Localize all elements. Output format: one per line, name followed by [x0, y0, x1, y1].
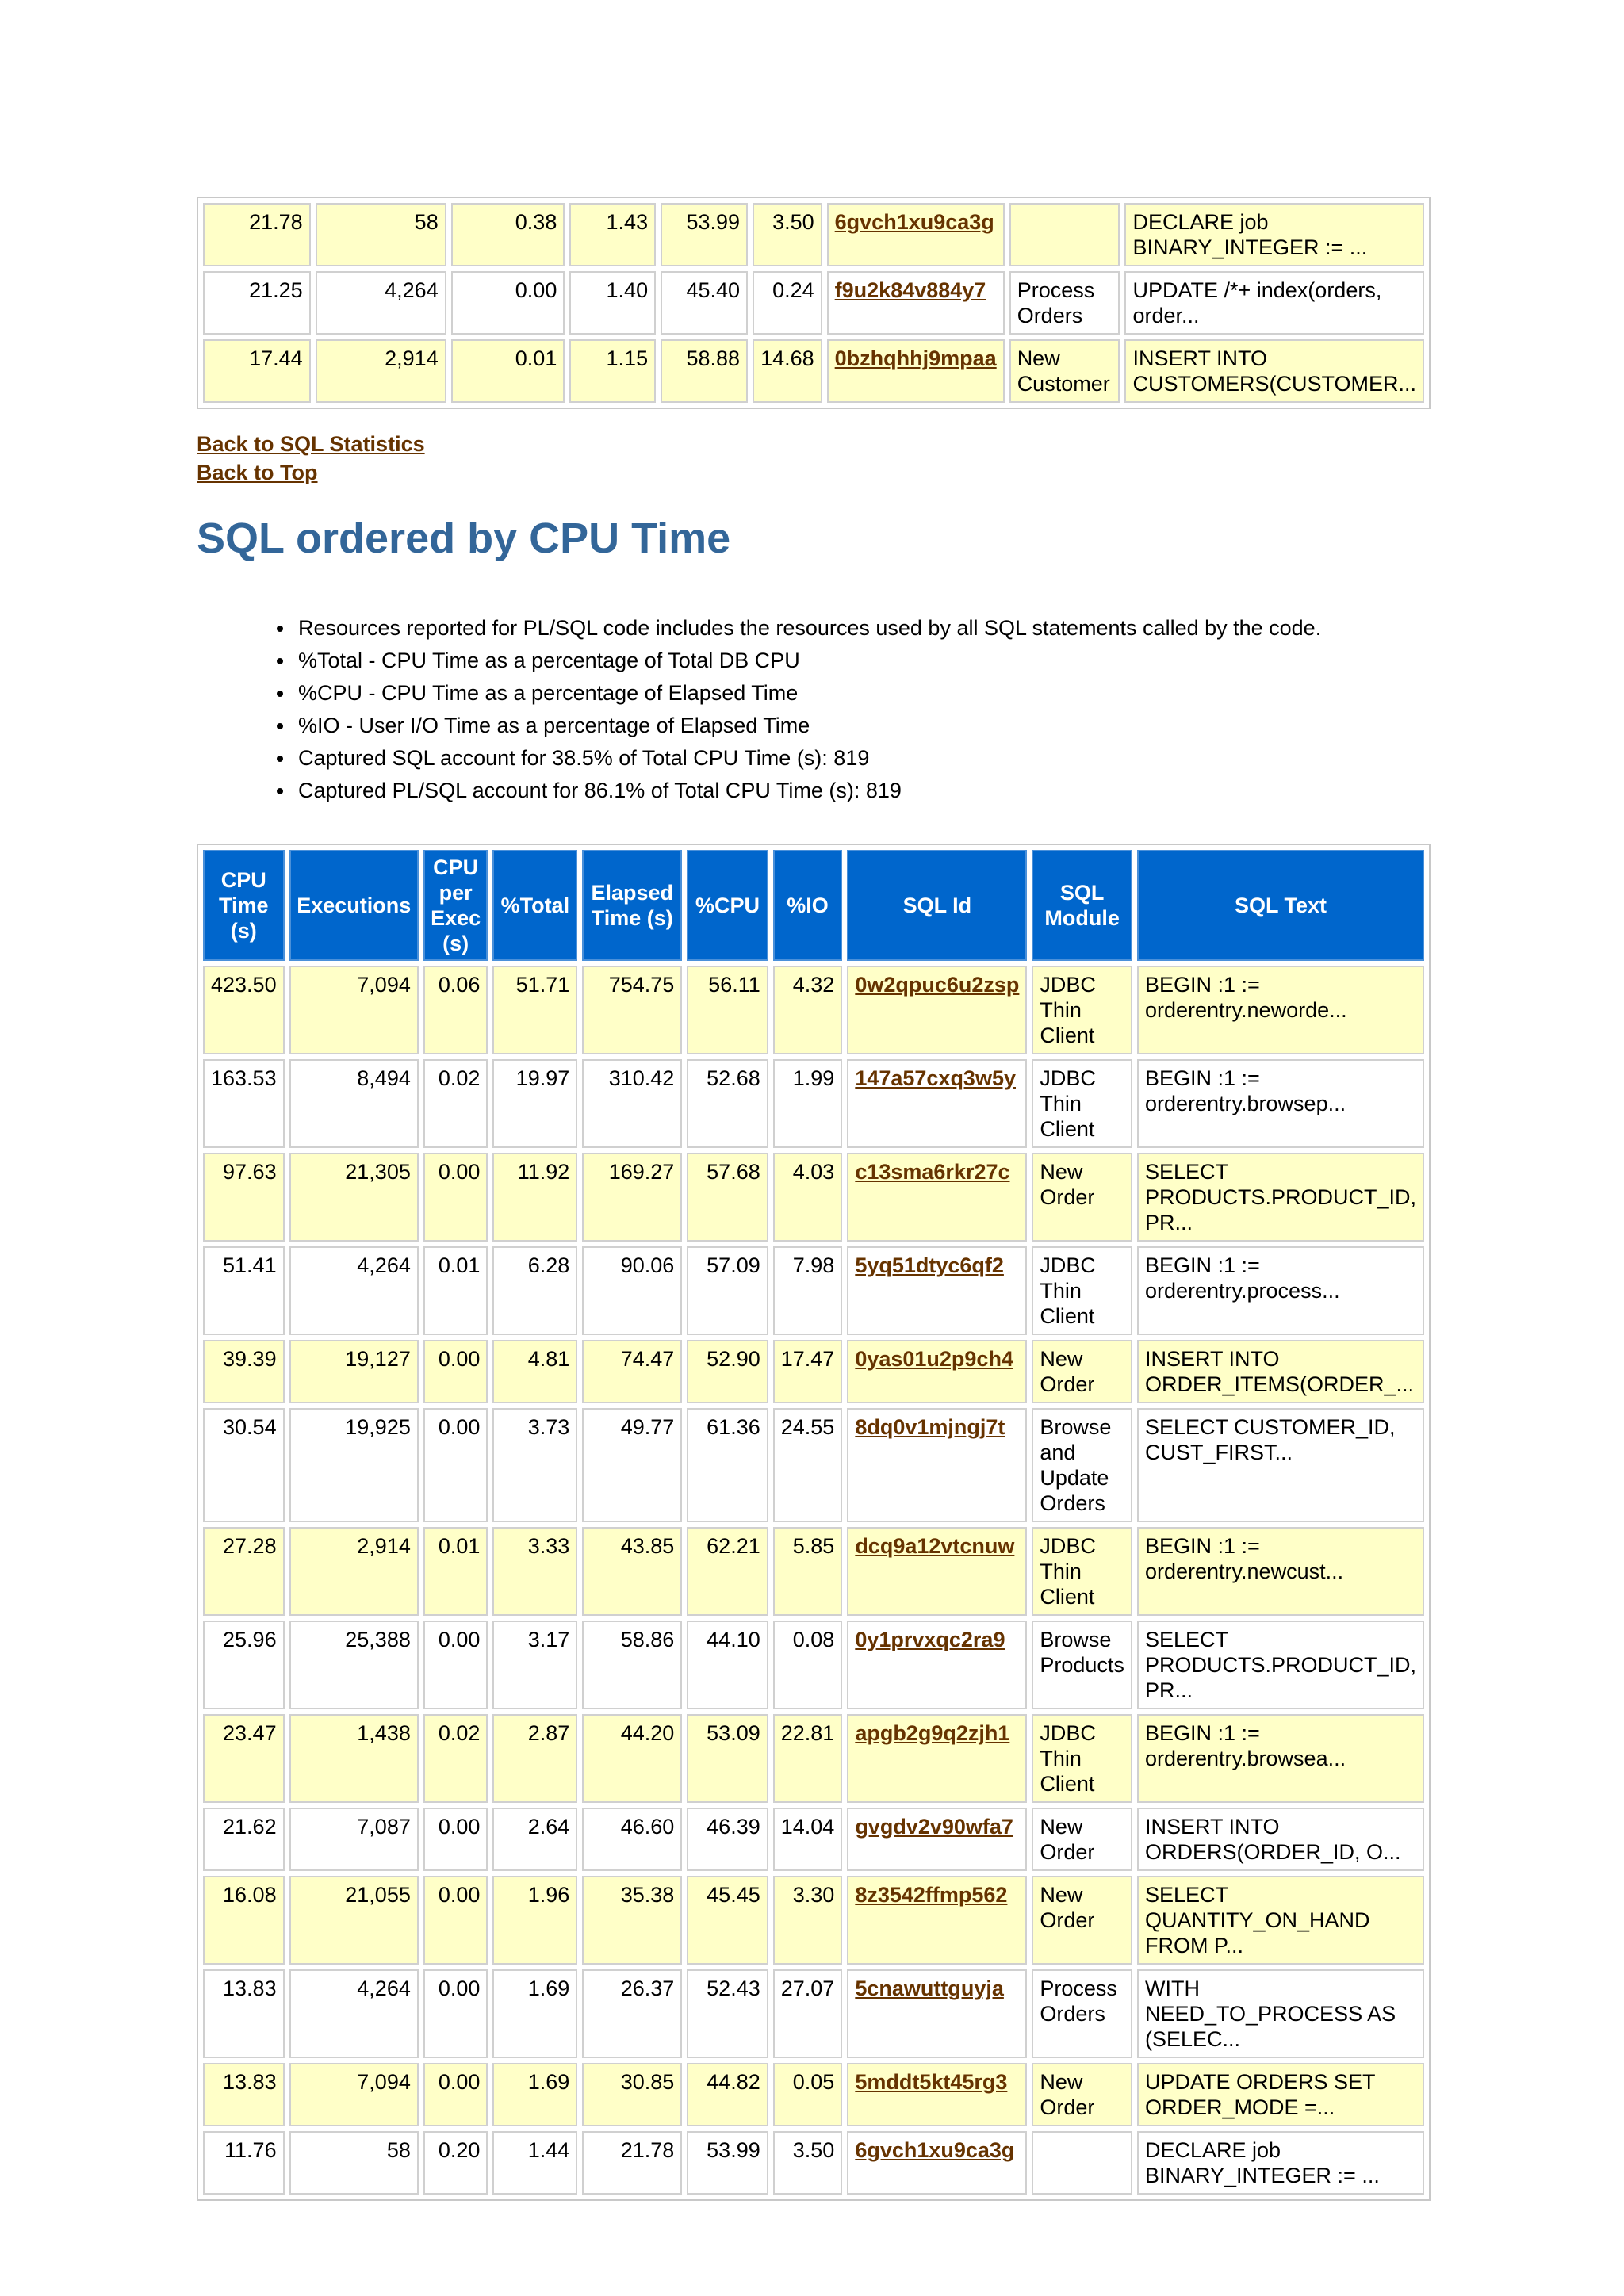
cell-sql-id [847, 1527, 1027, 1616]
cell-sql-module: Process Orders [1009, 271, 1120, 335]
cell-cpu-time: 423.50 [203, 966, 285, 1054]
cell-sql-module [1032, 2131, 1132, 2195]
cell-executions: 25,388 [289, 1621, 419, 1709]
cell-sql-module: JDBC Thin Client [1032, 1714, 1132, 1803]
cell-elapsed-per-exec: 0.00 [451, 271, 565, 335]
cell-pct-cpu: 45.40 [661, 271, 748, 335]
cell-executions: 58 [316, 203, 446, 266]
table-row [203, 1059, 1424, 1148]
cell-sql-module: Process Orders [1032, 1969, 1132, 2058]
cell-cpu-per-exec: 0.00 [423, 1876, 488, 1965]
cell-elapsed-time: 49.77 [582, 1408, 682, 1522]
cell-executions: 19,127 [289, 1340, 419, 1403]
cell-sql-id [827, 271, 1005, 335]
cell-total: 3.33 [492, 1527, 577, 1616]
cell-pct-cpu: 44.10 [687, 1621, 768, 1709]
cell-total: 1.96 [492, 1876, 577, 1965]
sql-id-link[interactable]: 5mddt5kt45rg3 [855, 2070, 1008, 2094]
cell-sql-id [847, 1969, 1027, 2058]
cell-pct-cpu: 57.68 [687, 1153, 768, 1242]
cell-sql-text: BEGIN :1 := orderentry.process... [1137, 1246, 1424, 1335]
cell-elapsed-time: 30.85 [582, 2063, 682, 2126]
table-row [203, 339, 1424, 403]
cell-elapsed-time: 21.25 [203, 271, 311, 335]
cell-pct-io: 0.08 [773, 1621, 843, 1709]
sql-id-link[interactable]: 6gvch1xu9ca3g [855, 2138, 1015, 2162]
cell-executions: 2,914 [316, 339, 446, 403]
table-header-row [203, 850, 1424, 961]
cell-cpu-time: 25.96 [203, 1621, 285, 1709]
sql-id-link[interactable]: 0w2qpuc6u2zsp [855, 973, 1020, 997]
cell-sql-text: BEGIN :1 := orderentry.newcust... [1137, 1527, 1424, 1616]
cell-cpu-time: 16.08 [203, 1876, 285, 1965]
sql-id-link[interactable]: 0bzhqhhj9mpaa [834, 346, 997, 370]
cell-pct-io: 0.05 [773, 2063, 843, 2126]
sql-id-link[interactable]: 0y1prvxqc2ra9 [855, 1628, 1005, 1651]
cell-sql-text: DECLARE job BINARY_INTEGER := ... [1137, 2131, 1424, 2195]
cell-cpu-per-exec: 0.00 [423, 1969, 488, 2058]
cell-executions: 1,438 [289, 1714, 419, 1803]
cell-executions: 4,264 [316, 271, 446, 335]
cell-sql-module [1009, 203, 1120, 266]
cell-total: 1.69 [492, 2063, 577, 2126]
cell-sql-id [847, 1621, 1027, 1709]
cell-sql-id [847, 1246, 1027, 1335]
sql-id-link[interactable]: dcq9a12vtcnuw [855, 1534, 1015, 1558]
cell-cpu-per-exec: 0.00 [423, 1153, 488, 1242]
cell-sql-module: Browse and Update Orders [1032, 1408, 1132, 1522]
cell-elapsed-time: 17.44 [203, 339, 311, 403]
cell-elapsed-time: 754.75 [582, 966, 682, 1054]
cell-pct-io: 3.50 [753, 203, 822, 266]
cell-total: 11.92 [492, 1153, 577, 1242]
cell-cpu-per-exec: 0.00 [423, 1808, 488, 1871]
cell-elapsed-time: 90.06 [582, 1246, 682, 1335]
table-row [203, 203, 1424, 266]
table-row [203, 271, 1424, 335]
table-row [203, 1621, 1424, 1709]
cell-pct-cpu: 61.36 [687, 1408, 768, 1522]
table-row [203, 966, 1424, 1054]
cell-executions: 4,264 [289, 1969, 419, 2058]
cell-cpu-per-exec: 0.02 [423, 1059, 488, 1148]
cell-total: 1.44 [492, 2131, 577, 2195]
cell-pct-io: 4.32 [773, 966, 843, 1054]
back-to-top-link[interactable]: Back to Top [197, 461, 318, 484]
cell-sql-module: JDBC Thin Client [1032, 1059, 1132, 1148]
cell-sql-id [847, 1714, 1027, 1803]
cell-total: 19.97 [492, 1059, 577, 1148]
cell-elapsed-time: 43.85 [582, 1527, 682, 1616]
cell-cpu-time: 27.28 [203, 1527, 285, 1616]
cell-pct-io: 22.81 [773, 1714, 843, 1803]
cell-sql-module: New Order [1032, 1876, 1132, 1965]
cell-sql-module: New Order [1032, 1153, 1132, 1242]
cell-cpu-time: 163.53 [203, 1059, 285, 1148]
sql-id-link[interactable]: 5cnawuttguyja [855, 1976, 1004, 2000]
cell-total: 6.28 [492, 1246, 577, 1335]
table-row [203, 1714, 1424, 1803]
cell-pct-cpu: 52.43 [687, 1969, 768, 2058]
table-row [203, 2063, 1424, 2126]
cell-cpu-time: 23.47 [203, 1714, 285, 1803]
cell-pct-cpu: 44.82 [687, 2063, 768, 2126]
cell-cpu-time: 13.83 [203, 1969, 285, 2058]
cell-elapsed-time: 310.42 [582, 1059, 682, 1148]
cell-pct-io: 4.03 [773, 1153, 843, 1242]
cell-executions: 21,055 [289, 1876, 419, 1965]
table-row [203, 1969, 1424, 2058]
cell-pct-io: 5.85 [773, 1527, 843, 1616]
cell-sql-id [847, 1408, 1027, 1522]
cell-pct-io: 7.98 [773, 1246, 843, 1335]
note-item: • Captured SQL account for 38.5% of Total CPU Time (s): 819 [295, 742, 1321, 775]
cell-pct-cpu: 53.09 [687, 1714, 768, 1803]
section-notes [238, 612, 1321, 807]
cell-pct-io: 0.24 [753, 271, 822, 335]
cell-cpu-per-exec: 0.02 [423, 1714, 488, 1803]
cell-sql-text: BEGIN :1 := orderentry.browsep... [1137, 1059, 1424, 1148]
cell-sql-text: BEGIN :1 := orderentry.neworde... [1137, 966, 1424, 1054]
sql-id-link[interactable]: 6gvch1xu9ca3g [834, 210, 994, 234]
sql-id-link[interactable]: 0yas01u2p9ch4 [855, 1347, 1013, 1371]
cell-sql-id [847, 2063, 1027, 2126]
sql-id-link[interactable]: 5yq51dtyc6qf2 [855, 1253, 1004, 1277]
cell-sql-id [827, 339, 1005, 403]
cell-sql-text: SELECT CUSTOMER_ID, CUST_FIRST... [1137, 1408, 1424, 1522]
cell-total: 2.87 [492, 1714, 577, 1803]
note-item: • Captured PL/SQL account for 86.1% of Total CPU Time (s): 819 [295, 775, 1321, 807]
cell-sql-module: New Customer [1009, 339, 1120, 403]
cell-sql-text: UPDATE /*+ index(orders, order... [1124, 271, 1424, 335]
cell-pct-io: 3.30 [773, 1876, 843, 1965]
cell-pct-cpu: 45.45 [687, 1876, 768, 1965]
cell-cpu-time: 11.76 [203, 2131, 285, 2195]
cell-executions: 7,094 [289, 966, 419, 1054]
table-row [203, 1246, 1424, 1335]
cell-cpu-per-exec: 0.06 [423, 966, 488, 1054]
cell-sql-text: UPDATE ORDERS SET ORDER_MODE =... [1137, 2063, 1424, 2126]
cell-pct-cpu: 53.99 [661, 203, 748, 266]
cell-sql-module: Browse Products [1032, 1621, 1132, 1709]
cell-pct-io: 1.99 [773, 1059, 843, 1148]
cell-total: 51.71 [492, 966, 577, 1054]
cell-pct-cpu: 62.21 [687, 1527, 768, 1616]
cell-executions: 19,925 [289, 1408, 419, 1522]
cell-pct-cpu: 58.88 [661, 339, 748, 403]
note-item: • %IO - User I/O Time as a percentage of Elapsed Time [295, 710, 1321, 742]
sql-id-link[interactable]: gvgdv2v90wfa7 [855, 1815, 1013, 1839]
sql-by-cpu-time-table [197, 844, 1431, 2201]
table-row [203, 1876, 1424, 1965]
table-row [203, 1340, 1424, 1403]
cell-elapsed-time: 35.38 [582, 1876, 682, 1965]
cell-cpu-time: 97.63 [203, 1153, 285, 1242]
cell-executions: 2,914 [289, 1527, 419, 1616]
cell-executions: 8,494 [289, 1059, 419, 1148]
cell-sql-id [847, 1340, 1027, 1403]
cell-sql-module: New Order [1032, 1808, 1132, 1871]
sql-id-link[interactable]: c13sma6rkr27c [855, 1160, 1010, 1184]
section-title: SQL ordered by CPU Time [197, 515, 731, 562]
cell-cpu-time: 21.62 [203, 1808, 285, 1871]
cell-elapsed-per-exec: 0.01 [451, 339, 565, 403]
cell-elapsed-per-exec: 0.38 [451, 203, 565, 266]
note-item: • %CPU - CPU Time as a percentage of Elapsed Time [295, 677, 1321, 710]
cell-total: 1.40 [569, 271, 656, 335]
cell-elapsed-time: 46.60 [582, 1808, 682, 1871]
cell-cpu-time: 51.41 [203, 1246, 285, 1335]
cell-elapsed-time: 58.86 [582, 1621, 682, 1709]
cell-sql-id [827, 203, 1005, 266]
cell-cpu-per-exec: 0.00 [423, 1408, 488, 1522]
cell-elapsed-time: 74.47 [582, 1340, 682, 1403]
col-header-sql-module: SQL Module [1032, 850, 1132, 961]
cell-pct-io: 27.07 [773, 1969, 843, 2058]
cell-cpu-per-exec: 0.20 [423, 2131, 488, 2195]
cell-cpu-per-exec: 0.00 [423, 2063, 488, 2126]
cell-sql-module: New Order [1032, 1340, 1132, 1403]
cell-cpu-time: 13.83 [203, 2063, 285, 2126]
table-row [203, 1153, 1424, 1242]
sql-id-link[interactable]: f9u2k84v884y7 [834, 278, 986, 302]
cell-sql-text: WITH NEED_TO_PROCESS AS (SELEC... [1137, 1969, 1424, 2058]
cell-pct-cpu: 46.39 [687, 1808, 768, 1871]
cell-sql-text: SELECT PRODUCTS.PRODUCT_ID, PR... [1137, 1153, 1424, 1242]
table-row [203, 1527, 1424, 1616]
cell-pct-cpu: 57.09 [687, 1246, 768, 1335]
cell-executions: 58 [289, 2131, 419, 2195]
cell-pct-io: 17.47 [773, 1340, 843, 1403]
cell-sql-id [847, 966, 1027, 1054]
cell-pct-io: 3.50 [773, 2131, 843, 2195]
cell-pct-cpu: 52.68 [687, 1059, 768, 1148]
cell-sql-id [847, 2131, 1027, 2195]
col-header-sql-text: SQL Text [1137, 850, 1424, 961]
cell-elapsed-time: 169.27 [582, 1153, 682, 1242]
back-to-sql-statistics-link[interactable]: Back to SQL Statistics [197, 432, 425, 456]
cell-sql-module: New Order [1032, 2063, 1132, 2126]
col-header-pct-cpu: %CPU [687, 850, 768, 961]
cell-pct-cpu: 53.99 [687, 2131, 768, 2195]
cell-pct-cpu: 56.11 [687, 966, 768, 1054]
cell-executions: 7,087 [289, 1808, 419, 1871]
table-row [203, 1808, 1424, 1871]
sql-id-link[interactable]: 8z3542ffmp562 [855, 1883, 1008, 1907]
cell-sql-id [847, 1059, 1027, 1148]
note-item: • %Total - CPU Time as a percentage of Total DB CPU [295, 645, 1321, 677]
col-header-cpu-per-exec: CPU per Exec (s) [423, 850, 488, 961]
cell-pct-io: 14.04 [773, 1808, 843, 1871]
cell-executions: 7,094 [289, 2063, 419, 2126]
cell-executions: 21,305 [289, 1153, 419, 1242]
cell-sql-id [847, 1153, 1027, 1242]
cell-cpu-per-exec: 0.00 [423, 1340, 488, 1403]
cell-cpu-per-exec: 0.01 [423, 1246, 488, 1335]
cell-pct-cpu: 52.90 [687, 1340, 768, 1403]
cell-sql-text: INSERT INTO CUSTOMERS(CUSTOMER... [1124, 339, 1424, 403]
cell-total: 3.17 [492, 1621, 577, 1709]
cell-total: 4.81 [492, 1340, 577, 1403]
cell-cpu-per-exec: 0.01 [423, 1527, 488, 1616]
cell-sql-text: SELECT QUANTITY_ON_HAND FROM P... [1137, 1876, 1424, 1965]
cell-sql-module: JDBC Thin Client [1032, 966, 1132, 1054]
col-header-cpu-time: CPU Time (s) [203, 850, 285, 961]
col-header-sql-id: SQL Id [847, 850, 1027, 961]
cell-elapsed-time: 44.20 [582, 1714, 682, 1803]
cell-total: 1.15 [569, 339, 656, 403]
cell-total: 3.73 [492, 1408, 577, 1522]
col-header-total: %Total [492, 850, 577, 961]
cell-sql-text: BEGIN :1 := orderentry.browsea... [1137, 1714, 1424, 1803]
cell-sql-text: DECLARE job BINARY_INTEGER := ... [1124, 203, 1424, 266]
cell-pct-io: 14.68 [753, 339, 822, 403]
cell-sql-text: INSERT INTO ORDERS(ORDER_ID, O... [1137, 1808, 1424, 1871]
sql-id-link[interactable]: 147a57cxq3w5y [855, 1066, 1016, 1090]
cell-cpu-time: 30.54 [203, 1408, 285, 1522]
col-header-executions: Executions [289, 850, 419, 961]
cell-sql-module: JDBC Thin Client [1032, 1527, 1132, 1616]
cell-total: 1.69 [492, 1969, 577, 2058]
cell-cpu-time: 39.39 [203, 1340, 285, 1403]
note-item: • Resources reported for PL/SQL code includes the resources used by all SQL statements called by the code. [295, 612, 1321, 645]
sql-id-link[interactable]: apgb2g9q2zjh1 [855, 1721, 1010, 1745]
cell-sql-text: INSERT INTO ORDER_ITEMS(ORDER_... [1137, 1340, 1424, 1403]
cell-elapsed-time: 26.37 [582, 1969, 682, 2058]
table-row [203, 2131, 1424, 2195]
cell-sql-id [847, 1876, 1027, 1965]
cell-elapsed-time: 21.78 [582, 2131, 682, 2195]
table-row [203, 1408, 1424, 1522]
cell-total: 2.64 [492, 1808, 577, 1871]
col-header-pct-io: %IO [773, 850, 843, 961]
cell-total: 1.43 [569, 203, 656, 266]
col-header-elapsed-time: Elapsed Time (s) [582, 850, 682, 961]
cell-executions: 4,264 [289, 1246, 419, 1335]
cell-sql-text: SELECT PRODUCTS.PRODUCT_ID, PR... [1137, 1621, 1424, 1709]
cell-elapsed-time: 21.78 [203, 203, 311, 266]
nav-links [197, 430, 425, 487]
cell-sql-id [847, 1808, 1027, 1871]
sql-id-link[interactable]: 8dq0v1mjngj7t [855, 1415, 1005, 1439]
cell-pct-io: 24.55 [773, 1408, 843, 1522]
cell-sql-module: JDBC Thin Client [1032, 1246, 1132, 1335]
cell-cpu-per-exec: 0.00 [423, 1621, 488, 1709]
sql-table-continued [197, 197, 1431, 409]
